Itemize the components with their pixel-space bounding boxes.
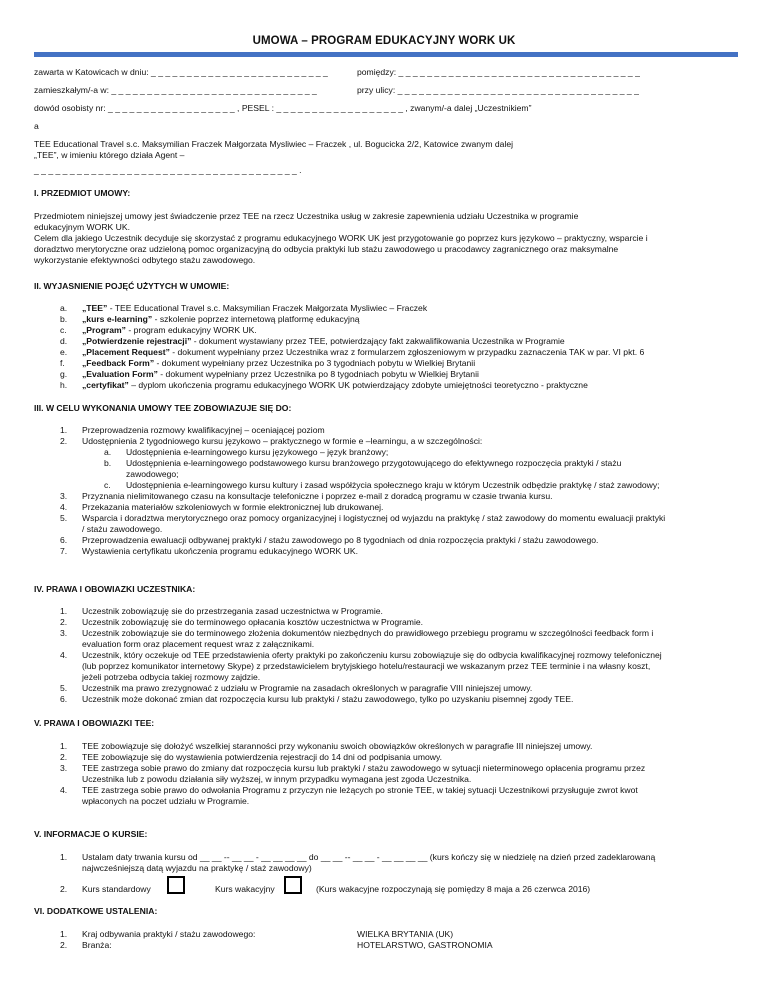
list-item: a. „TEE” - TEE Educational Travel s.c. Maksymilian Fraczek Małgorzata Mysliwiec – Fraczek [60,303,428,313]
section-6-heading: V. INFORMACJE O KURSIE: [34,829,148,839]
sub-item: a. Udostępnienia e-learningowego kursu językowego – język branżowy; [104,447,389,457]
section-5-heading: V. PRAWA I OBOWIAZKI TEE: [34,718,155,728]
list-number: 2. [60,884,68,894]
course-info-list [60,852,740,874]
list-item: 5. Uczestnik ma prawo zrezygnować z udziału w Programie na zasadach określonych w paragrafie VIII niniejszej umowy. [60,683,533,693]
section-4-heading: IV. PRAWA I OBOWIAZKI UCZESTNIKA: [34,584,196,594]
paragraph-line: Celem dla jakiego Uczestnik decyduje się skorzystać z programu edukacyjnego WORK UK jest przygotowanie go poprzez kurs językowo – praktyczny, wsparcie i [34,233,648,243]
tee-line-1: TEE Educational Travel s.c. Maksymilian Fraczek Małgorzata Mysliwiec – Fraczek , ul. Bogucicka 2/2, Katowice zwanym dalej [34,139,514,149]
contract-date-line: zawarta w Katowicach w dniu: _ _ _ _ _ _ _ _ _ _ _ _ _ _ _ _ _ _ _ _ _ _ _ _ _ [34,67,328,77]
list-item: h. „certyfikat” – dyplom ukończenia programu edukacyjnego WORK UK potwierdzający zdobyte umiejętności teoretyczno - praktyczne [60,380,588,390]
paragraph-line: doradztwo merytoryczne oraz udzieloną pomoc organizacyjną do odbycia praktyki lub stażu zawodowego u pracodawcy zagranicznego oraz maksymalne [34,244,619,254]
country-value: WIELKA BRYTANIA (UK) [357,929,454,939]
list-item: 3. Uczestnik zobowiązuje sie do terminowego złożenia dokumentów niezbędnych do prawidłowego przebiegu programu w szczególności feedback form i evaluation form oraz placement request wraz z załącznikami. [60,628,654,649]
residence-line: zamieszkałym/-a w: _ _ _ _ _ _ _ _ _ _ _ _ _ _ _ _ _ _ _ _ _ _ _ _ _ _ _ _ _ [34,85,317,95]
tee-obligations-list [60,425,740,557]
section-2-heading: II. WYJASNIENIE POJĘĆ UŻYTYCH W UMOWIE: [34,281,230,291]
paragraph-line: Przedmiotem niniejszej umowy jest świadczenie przez TEE na rzecz Uczestnika usług w zakresie zapewnienia udziału Uczestnika w programie [34,211,579,221]
list-item: e. „Placement Request” - dokument wypełniany przez Uczestnika wraz z formularzem zgłoszeniowym w przypadku zaznaczenia TAK w par. VI pkt. 6 [60,347,645,357]
list-number: 1. [60,929,68,939]
standard-course-checkbox[interactable] [167,876,185,894]
list-item: 6. Uczestnik może dokonać zmian dat rozpoczęcia kursu lub praktyki / stażu zawodowego, tylko po uzyskaniu pisemnej zgody TEE. [60,694,574,704]
paragraph-line: wykorzystanie efektywności odbytego stażu zawodowego. [34,255,256,265]
list-item: 1. TEE zobowiązuje się dołożyć wszelkiej staranności przy wykonaniu swoich obowiązków określonych w paragrafie III niniejszej umowy. [60,741,593,751]
section-7-heading: VI. DODATKOWE USTALENIA: [34,906,158,916]
section-1-body [34,211,744,266]
summer-course-checkbox[interactable] [284,876,302,894]
summer-course-note: (Kurs wakacyjne rozpoczynają się pomiędzy 8 maja a 26 czerwca 2016) [316,884,591,894]
industry-value: HOTELARSTWO, GASTRONOMIA [357,940,493,950]
sub-item: b. Udostępnienia e-learningowego podstawowego kursu branżowego przygotowującego do efektywnego rozpoczęcia praktyki / stażu zawodowego; [104,458,622,479]
title-rule [34,52,738,57]
section-3-heading: III. W CELU WYKONANIA UMOWY TEE ZOBOWIAZUJE SIĘ DO: [34,403,292,413]
list-item: 3. Przyznania nielimitowanego czasu na konsultacje telefoniczne i poprzez e-mail z doradcą programu w czasie trwania kursu. [60,491,553,501]
section-1-heading: I. PRZEDMIOT UMOWY: [34,188,131,198]
list-item: 4. Przekazania materiałów szkoleniowych w formie elektronicznej lub drukowanej. [60,502,384,512]
paragraph-line: edukacyjnym WORK UK. [34,222,130,232]
list-item: d. „Potwierdzenie rejestracji” - dokument wystawiany przez TEE, potwierdzający fakt zakwalifikowania Uczestnika w Programie [60,336,565,346]
document-title: UMOWA – PROGRAM EDUKACYJNY WORK UK [252,35,516,47]
list-item: g. „Evaluation Form” - dokument wypełniany przez Uczestnika po 8 tygodniach pobytu w Wielkiej Brytanii [60,369,479,379]
definitions-list [60,303,740,391]
list-item: f. „Feedback Form” - dokument wypełniany przez Uczestnika po 3 tygodniach pobytu w Wielkiej Brytanii [60,358,476,368]
list-item: 7. Wystawienia certyfikatu ukończenia programu edukacyjnego WORK UK. [60,546,358,556]
participant-obligations-list [60,606,740,705]
list-item: 4. Uczestnik, który oczekuje od TEE przedstawienia oferty praktyki po zakończeniu kursu zobowiązuje się do odbycia kwalifikacyjnej rozmowy telefonicznej (lub poprzez komunikator internetowy Skype) z przedstawicielem brytyjskiego hotelu/restauracji we wskazanym przez TEE terminie i na własny koszt, jeżeli potrzeba odbycia takiej rozmowy zajdzie. [60,650,662,682]
list-item: 1. Ustalam daty trwania kursu od __ __ -- __ __ - __ __ __ __ do __ __ -- __ __ - __ __ __ __ (kurs kończy się w niedzielę na dzień przed zadeklarowaną najwcześniejszą datą wyjazdu na praktykę / staż zawodowy) [60,852,656,873]
list-item: 6. Przeprowadzenia ewaluacji odbywanej praktyki / stażu zawodowego po 8 tygodniach od dnia rozpoczęcia praktyki / stażu zawodowego. [60,535,599,545]
id-line: dowód osobisty nr: _ _ _ _ _ _ _ _ _ _ _ _ _ _ _ _ _ _ , PESEL : _ _ _ _ _ _ _ _ _ _ _ _ _ _ _ _ _ _ , zwanym/-a dalej „Uczestnikiem” [34,103,532,113]
country-label: Kraj odbywania praktyki / stażu zawodowego: [82,929,256,939]
tee-rights-list [60,741,740,807]
list-item: 4. TEE zastrzega sobie prawo do odwołania Programu z przyczyn nie leżących po stronie TEE, w takiej sytuacji Uczestnikowi przysługuje zwrot kwot wpłaconych na poczet udziału w Programie. [60,785,638,806]
list-item: c. „Program” - program edukacyjny WORK UK. [60,325,257,335]
list-number: 2. [60,940,68,950]
and-word: a [34,121,39,131]
list-item: 2. TEE zobowiązuje się do wystawienia potwierdzenia rejestracji do 14 dni od podpisania umowy. [60,752,443,762]
industry-label: Branża: [82,940,112,950]
street-line: przy ulicy: _ _ _ _ _ _ _ _ _ _ _ _ _ _ _ _ _ _ _ _ _ _ _ _ _ _ _ _ _ _ _ _ _ _ [357,85,639,95]
list-item: 3. TEE zastrzega sobie prawo do zmiany dat rozpoczęcia kursu lub praktyki / stażu zawodowego w sytuacji nieterminowego opłacenia programu przez Uczestnika lub z powodu działania siły wyższej, w innym przypadku wymagana jest zgoda Uczestnika. [60,763,646,784]
agent-line: _ _ _ _ _ _ _ _ _ _ _ _ _ _ _ _ _ _ _ _ _ _ _ _ _ _ _ _ _ _ _ _ _ _ _ _ _ . [34,165,302,175]
list-item: b. „kurs e-learning” - szkolenie poprzez internetową platformę edukacyjną [60,314,360,324]
list-item: 1. Przeprowadzenia rozmowy kwalifikacyjnej – oceniającej poziom [60,425,325,435]
list-item: 2. Udostępnienia 2 tygodniowego kursu językowo – praktycznego w formie e –learningu, a w szczególności: [60,436,483,446]
between-line: pomiędzy: _ _ _ _ _ _ _ _ _ _ _ _ _ _ _ _ _ _ _ _ _ _ _ _ _ _ _ _ _ _ _ _ _ _ [357,67,640,77]
list-item: 1. Uczestnik zobowiązuję sie do przestrzegania zasad uczestnictwa w Programie. [60,606,383,616]
tee-line-2: „TEE”, w imieniu którego działa Agent – [34,150,185,160]
summer-course-label: Kurs wakacyjny [215,884,275,894]
list-item: 2. Uczestnik zobowiązuję sie do terminowego opłacania kosztów uczestnictwa w Programie. [60,617,424,627]
list-item: 5. Wsparcia i doradztwa merytorycznego oraz pomocy organizacyjnej i logistycznej od wyjazdu na praktykę / staż zawodowy do momentu ewaluacji praktyki / stażu zawodowego. [60,513,666,534]
sub-item: c. Udostępnienia e-learningowego kursu kultury i zasad współżycia społecznego kraju w którym Uczestnik odbędzie praktykę / staż zawodowy; [104,480,660,490]
standard-course-label: Kurs standardowy [82,884,151,894]
